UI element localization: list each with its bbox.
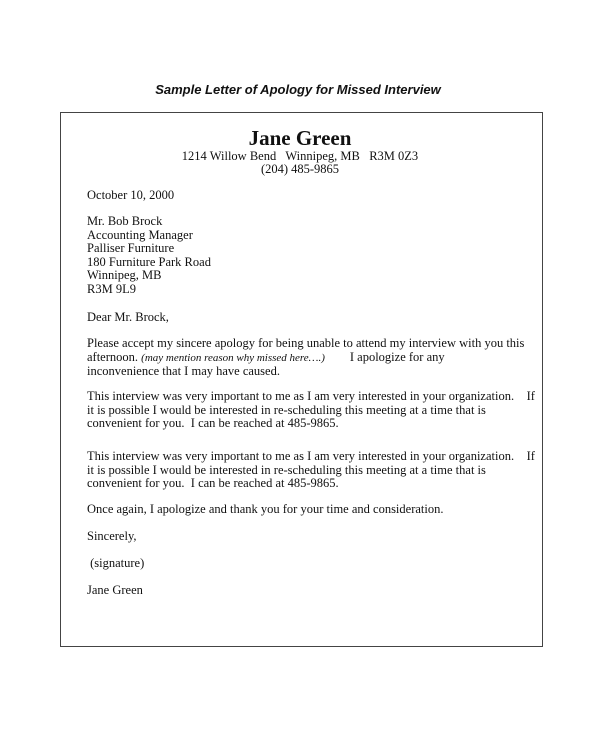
paragraph-interest-1-line-3: convenient for you. I can be reached at 485-9865. [87,416,339,430]
document-title: Sample Letter of Apology for Missed Interview [155,82,441,97]
signature-placeholder: (signature) [87,556,145,570]
letter-date: October 10, 2000 [87,188,175,202]
sender-name: Jane Green [248,126,352,150]
recipient-address-block [87,215,532,296]
recipient-city: Winnipeg, MB [87,268,162,282]
paragraph-apology-line-1: Please accept my sincere apology for being unable to attend my interview with you this [87,336,525,350]
paragraph-interest-1-line-2: it is possible I would be interested in re-scheduling this meeting at a time that is [87,402,486,417]
recipient-street: 180 Furniture Park Road [87,254,211,269]
recipient-company: Palliser Furniture [87,241,175,255]
recipient-title: Accounting Manager [87,227,193,242]
paragraph-apology-line-3: inconvenience that I may have caused. [87,364,280,378]
reason-note: (may mention reason why missed here….) [141,351,325,364]
paragraph-interest-2-line-2: it is possible I would be interested in re-scheduling this meeting at a time that is [87,462,486,477]
salutation: Dear Mr. Brock, [87,310,169,324]
paragraph-apology-line-2-end: I apologize for any [324,349,445,364]
recipient-name: Mr. Bob Brock [87,214,163,228]
paragraph-interest-2 [87,449,535,491]
recipient-postal: R3M 9L9 [87,281,136,296]
signed-name: Jane Green [87,583,143,597]
paragraph-apology [87,337,532,379]
sender-address: 1214 Willow Bend Winnipeg, MB R3M 0Z3 [181,149,419,163]
sender-phone: (204) 485-9865 [260,162,340,176]
paragraph-interest-2-line-3: convenient for you. I can be reached at 485-9865. [87,476,339,490]
valediction: Sincerely, [87,529,137,543]
paragraph-interest-1-line-1: This interview was very important to me as I am very interested in your organization. If [87,389,535,403]
closing-line: Once again, I apologize and thank you for your time and consideration. [87,502,444,516]
paragraph-apology-line-2 [87,351,532,366]
paragraph-interest-1 [87,389,535,431]
paragraph-apology-line-2-start: afternoon. [87,349,142,364]
paragraph-interest-2-line-1: This interview was very important to me as I am very interested in your organization. If [87,449,535,463]
